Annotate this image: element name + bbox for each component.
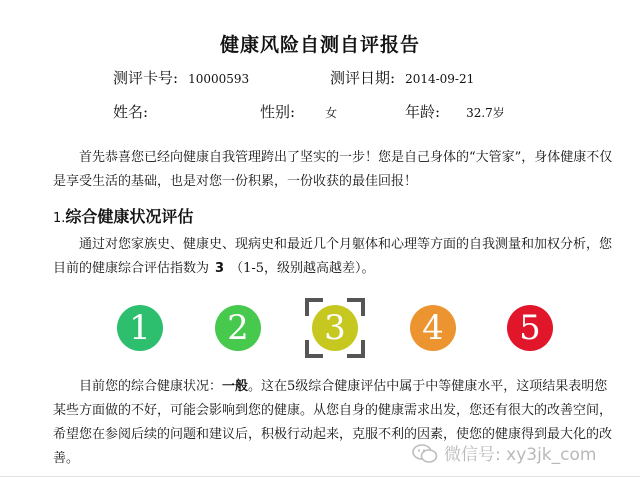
report-title: 健康风险自测自评报告 — [219, 34, 420, 56]
gender-field — [260, 101, 337, 122]
assessment-score: 3 — [215, 261, 225, 276]
card-number-value: 10000593 — [188, 72, 250, 86]
level-4-label: 4 — [422, 308, 444, 348]
section-heading — [53, 204, 193, 227]
test-date-field — [330, 67, 474, 88]
status-level-word: 一般 — [222, 379, 249, 394]
level-3-circle — [312, 305, 358, 351]
card-number-label: 测评卡号: — [113, 69, 179, 87]
section-number: 1. — [53, 211, 66, 226]
section-title: 综合健康状况评估 — [65, 207, 194, 226]
level-3-label: 3 — [324, 308, 346, 348]
gender-label: 性别: — [260, 103, 296, 121]
assessment-range: （1-5，级别越高越差）。 — [230, 261, 375, 276]
age-label: 年龄: — [405, 103, 441, 121]
level-1-label: 1 — [129, 308, 151, 348]
card-number-field — [113, 67, 249, 88]
intro-paragraph: 首先恭喜您已经向健康自我管理跨出了坚实的一步！您是自己身体的“大管家”，身体健康不仅是享受生活的基础，也是对您一份积累，一份收获的最佳回报！ — [53, 150, 613, 189]
age-field — [405, 101, 505, 122]
watermark-text: 微信号: xy3jk_com — [444, 445, 597, 465]
name-label: 姓名: — [113, 103, 149, 121]
wechat-icon — [412, 444, 438, 464]
level-1-circle — [117, 305, 163, 351]
status-prefix: 目前您的综合健康状况： — [79, 379, 223, 394]
level-4-circle — [410, 305, 456, 351]
bottom-divider — [0, 476, 640, 477]
level-5-label: 5 — [519, 308, 541, 348]
level-2-label: 2 — [227, 308, 249, 348]
assessment-paragraph — [53, 233, 613, 281]
name-field — [113, 101, 158, 122]
status-text: 。这在5级综合健康评估中属于中等健康水平，这项结果表明您某些方面做的不好，可能会影响到您的健康。从您自身的健康需求出发，您还有很大的改善空间，希望您在参阅后续的问题和建议后，积极行动起来，克服不利的因素，使您的健康得到最大化的改善。 — [53, 379, 613, 466]
gender-value: 女 — [325, 106, 338, 120]
wechat-watermark — [412, 440, 596, 465]
level-5-circle — [507, 305, 553, 351]
health-level-scale — [0, 305, 640, 355]
age-value: 32.7岁 — [466, 106, 505, 120]
test-date-value: 2014-09-21 — [405, 72, 475, 86]
test-date-label: 测评日期: — [330, 69, 396, 87]
level-2-circle — [215, 305, 261, 351]
assessment-text: 通过对您家族史、健康史、现病史和最近几个月躯体和心理等方面的自我测量和加权分析，您目前的健康综合评估指数为 — [53, 237, 613, 276]
